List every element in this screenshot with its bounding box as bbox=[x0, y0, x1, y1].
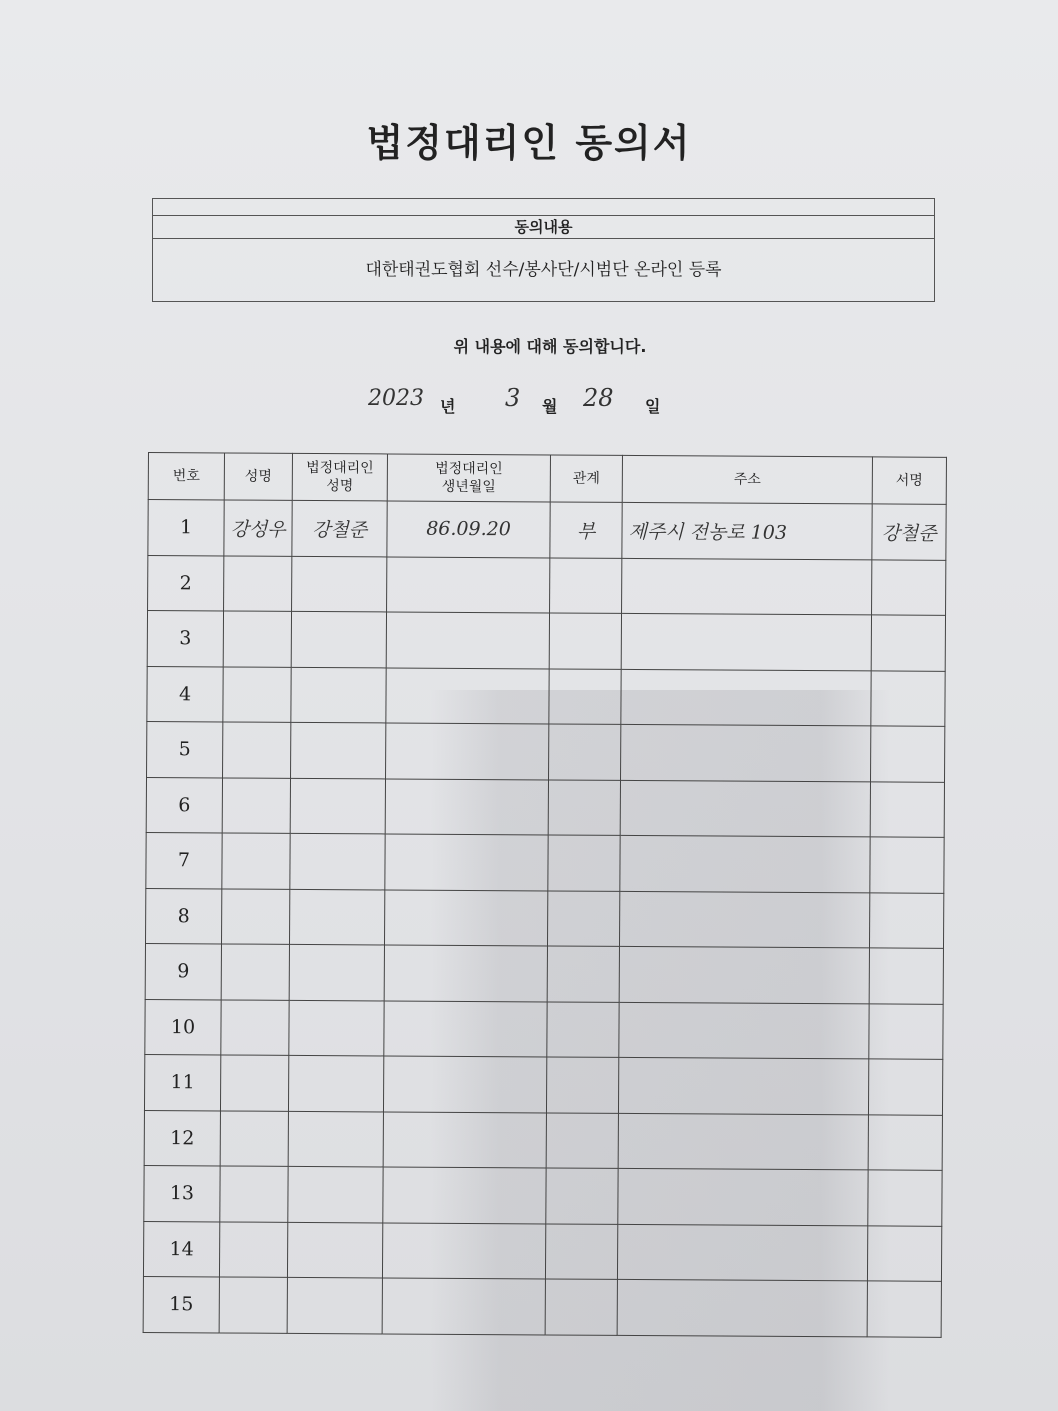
cell-guardian-birthdate bbox=[384, 889, 547, 945]
cell-guardian-birthdate bbox=[385, 834, 548, 890]
year-label: 년 bbox=[440, 397, 456, 416]
cell-number: 13 bbox=[144, 1165, 220, 1221]
table-row bbox=[147, 611, 945, 671]
header-guardian-birthdate: 법정대리인 생년월일 bbox=[387, 454, 550, 502]
date-day: 28 bbox=[583, 384, 614, 412]
cell-number: 2 bbox=[148, 555, 224, 611]
date-year: 2023 bbox=[368, 386, 424, 411]
cell-relation bbox=[549, 724, 621, 780]
cell-name bbox=[221, 888, 289, 944]
month-label: 월 bbox=[542, 397, 558, 416]
cell-guardian-name bbox=[288, 1055, 383, 1111]
table-row bbox=[143, 1221, 941, 1281]
cell-relation bbox=[550, 557, 622, 613]
cell-guardian-name bbox=[291, 667, 386, 723]
cell-name bbox=[220, 1110, 288, 1166]
cell-name bbox=[222, 833, 290, 889]
cell-guardian-birthdate bbox=[384, 1000, 547, 1056]
consent-header: 동의내용 bbox=[153, 215, 934, 239]
cell-guardian-name bbox=[289, 1000, 384, 1056]
cell-number: 14 bbox=[143, 1221, 219, 1277]
cell-name bbox=[223, 666, 291, 722]
cell-number: 7 bbox=[146, 832, 222, 888]
cell-relation bbox=[548, 835, 620, 891]
cell-name bbox=[223, 611, 291, 667]
cell-address bbox=[618, 1113, 868, 1170]
table-row bbox=[148, 555, 946, 615]
table-row bbox=[145, 943, 943, 1003]
agreement-statement: 위 내용에 대해 동의합니다. bbox=[453, 337, 647, 356]
cell-signature bbox=[871, 726, 945, 782]
cell-address bbox=[617, 1279, 867, 1336]
cell-address bbox=[621, 613, 871, 670]
cell-guardian-name bbox=[287, 1222, 382, 1278]
cell-number: 10 bbox=[145, 999, 221, 1055]
consent-box bbox=[152, 198, 935, 302]
date-month: 3 bbox=[505, 384, 521, 412]
table-row bbox=[144, 1165, 942, 1225]
cell-signature bbox=[868, 1114, 942, 1170]
cell-number: 4 bbox=[147, 666, 223, 722]
cell-guardian-name bbox=[291, 722, 386, 778]
cell-signature bbox=[871, 670, 945, 726]
cell-relation bbox=[547, 946, 619, 1002]
cell-name bbox=[220, 1055, 288, 1111]
cell-guardian-name: 강철준 bbox=[292, 500, 387, 556]
cell-guardian-birthdate bbox=[382, 1278, 545, 1334]
cell-relation bbox=[546, 1112, 618, 1168]
cell-name: 강성우 bbox=[224, 500, 292, 556]
cell-signature bbox=[869, 948, 943, 1004]
cell-signature bbox=[871, 615, 945, 671]
guardian-table bbox=[143, 452, 947, 1337]
cell-guardian-name bbox=[288, 1166, 383, 1222]
cell-guardian-birthdate bbox=[383, 1111, 546, 1167]
cell-number: 11 bbox=[144, 1054, 220, 1110]
cell-address bbox=[618, 1057, 868, 1114]
cell-relation bbox=[545, 1279, 617, 1335]
cell-relation bbox=[545, 1223, 617, 1279]
cell-guardian-name bbox=[289, 944, 384, 1000]
cell-guardian-birthdate bbox=[382, 1222, 545, 1278]
cell-address bbox=[619, 1002, 869, 1059]
cell-signature bbox=[872, 559, 946, 615]
table-body bbox=[143, 500, 946, 1337]
table-row bbox=[144, 1110, 942, 1170]
cell-relation bbox=[549, 668, 621, 724]
cell-number: 15 bbox=[143, 1276, 219, 1332]
cell-number: 5 bbox=[147, 721, 223, 777]
cell-number: 1 bbox=[148, 500, 224, 556]
cell-name bbox=[221, 944, 289, 1000]
cell-address bbox=[622, 558, 872, 615]
cell-relation bbox=[546, 1057, 618, 1113]
document-title: 법정대리인 동의서 bbox=[366, 121, 692, 165]
cell-address bbox=[621, 724, 871, 781]
cell-address bbox=[619, 946, 869, 1003]
cell-relation bbox=[546, 1168, 618, 1224]
table-row bbox=[146, 777, 944, 837]
cell-number: 8 bbox=[145, 888, 221, 944]
cell-guardian-birthdate bbox=[383, 1056, 546, 1112]
consent-body: 대한태권도협회 선수/봉사단/시범단 온라인 등록 bbox=[365, 260, 722, 280]
cell-relation bbox=[548, 779, 620, 835]
cell-address bbox=[620, 835, 870, 892]
table-row bbox=[145, 888, 943, 948]
cell-relation bbox=[547, 1001, 619, 1057]
header-name: 성명 bbox=[224, 453, 292, 500]
cell-guardian-name bbox=[290, 833, 385, 889]
cell-guardian-birthdate bbox=[386, 723, 549, 779]
cell-name bbox=[221, 999, 289, 1055]
cell-relation: 부 bbox=[550, 502, 622, 558]
cell-address bbox=[621, 669, 871, 726]
header-number: 번호 bbox=[148, 453, 224, 500]
cell-number: 3 bbox=[147, 611, 223, 667]
cell-name bbox=[223, 722, 291, 778]
header-relation: 관계 bbox=[550, 455, 622, 502]
cell-guardian-birthdate bbox=[383, 1167, 546, 1223]
header-signature: 서명 bbox=[872, 457, 946, 504]
cell-address bbox=[617, 1224, 867, 1281]
cell-guardian-name bbox=[288, 1111, 383, 1167]
header-address: 주소 bbox=[622, 455, 872, 504]
cell-name bbox=[222, 777, 290, 833]
cell-signature bbox=[870, 781, 944, 837]
cell-signature bbox=[867, 1281, 941, 1337]
cell-name bbox=[224, 555, 292, 611]
table-header-row bbox=[148, 453, 946, 505]
cell-guardian-name bbox=[292, 556, 387, 612]
cell-guardian-name bbox=[290, 778, 385, 834]
cell-number: 12 bbox=[144, 1110, 220, 1166]
cell-signature bbox=[870, 837, 944, 893]
cell-address bbox=[619, 891, 869, 948]
day-label: 일 bbox=[645, 397, 661, 416]
cell-guardian-birthdate bbox=[385, 778, 548, 834]
cell-guardian-birthdate bbox=[384, 945, 547, 1001]
cell-number: 6 bbox=[146, 777, 222, 833]
cell-address: 제주시 전농로 103 bbox=[622, 502, 872, 559]
cell-name bbox=[219, 1277, 287, 1333]
table-row bbox=[146, 832, 944, 892]
header-guardian-name: 법정대리인 성명 bbox=[292, 453, 387, 501]
cell-signature bbox=[869, 892, 943, 948]
cell-guardian-name bbox=[291, 611, 386, 667]
cell-guardian-birthdate bbox=[386, 667, 549, 723]
cell-signature: 강철준 bbox=[872, 504, 946, 560]
cell-number: 9 bbox=[145, 943, 221, 999]
table-row bbox=[145, 999, 943, 1059]
cell-address bbox=[618, 1168, 868, 1225]
cell-guardian-name bbox=[287, 1277, 382, 1333]
cell-signature bbox=[869, 1003, 943, 1059]
cell-guardian-birthdate bbox=[387, 556, 550, 612]
cell-name bbox=[220, 1166, 288, 1222]
cell-relation bbox=[547, 890, 619, 946]
table-row bbox=[143, 1276, 941, 1336]
cell-signature bbox=[868, 1059, 942, 1115]
cell-name bbox=[219, 1221, 287, 1277]
cell-relation bbox=[549, 613, 621, 669]
table-row bbox=[148, 500, 946, 560]
table-row bbox=[147, 666, 945, 726]
cell-signature bbox=[868, 1170, 942, 1226]
cell-guardian-birthdate: 86.09.20 bbox=[387, 501, 550, 557]
cell-guardian-name bbox=[289, 889, 384, 945]
cell-guardian-birthdate bbox=[386, 612, 549, 668]
table-row bbox=[144, 1054, 942, 1114]
cell-address bbox=[620, 780, 870, 837]
table-row bbox=[147, 721, 945, 781]
cell-signature bbox=[867, 1225, 941, 1281]
